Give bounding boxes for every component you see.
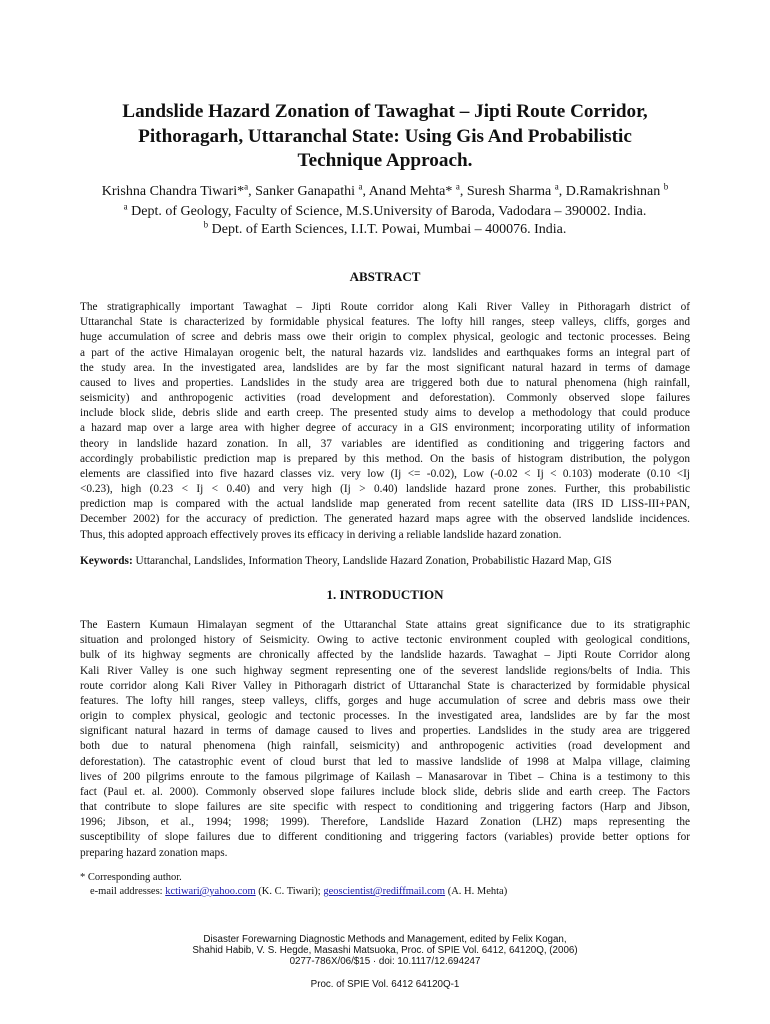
intro-line: deforestation). The catastrophic event of cloud burst that led to massive landslide of 1998 at Malpa village, claiming	[80, 755, 690, 768]
intro-line: bulk of its highway segments are chronically affected by the landslide hazards. Tawaghat – Jipti Route Corridor along	[80, 649, 690, 662]
affiliation-a	[40, 203, 730, 221]
intro-line: situation and prolonged history of Seismicity. Owing to active tectonic environment coupled with geological conditions,	[80, 634, 690, 647]
page-number: Proc. of SPIE Vol. 6412 64120Q-1	[310, 979, 460, 990]
intro-line: preparing hazard zonation maps.	[80, 846, 228, 859]
abstract-line: a hazard map over a large area with higher degree of accuracy in a GIS environment; incorporating utility of information	[80, 422, 690, 435]
keywords-label: Keywords:	[80, 555, 133, 567]
abstract-line: huge accumulation of scree and debris mass owe their origin to complex physical, geologic and tectonic processes. Being	[80, 331, 690, 344]
abstract-line: December 2002) for the accuracy of prediction. The generated hazard maps agree with the observed landslide incidences.	[80, 513, 690, 526]
introduction-body	[80, 618, 690, 861]
affil-mark: a	[123, 201, 128, 212]
publication-line: 0277-786X/06/$15 · doi: 10.1117/12.694247	[289, 956, 481, 967]
author-name: , D.Ramakrishnan	[558, 184, 664, 199]
author-name: , Anand Mehta*	[362, 184, 456, 199]
intro-line: 1996; Jibson, et al., 1994; 1998; 1999). Therefore, Landslide Hazard Zonation (LHZ) maps representing the	[80, 816, 690, 829]
abstract-line: accordingly probabilistic prediction map is prepared by this method. On the basis of histogram distribution, the polygon	[80, 452, 690, 465]
author-name: Krishna Chandra Tiwari*	[101, 184, 245, 199]
abstract-line: <0.23), high (0.23 < Ij < 0.40) and very high (Ij > 0.40) landslide hazard prone zones. Further, this probabilistic	[80, 483, 690, 496]
paper-title	[60, 100, 710, 174]
title-line: Landslide Hazard Zonation of Tawaghat – Jipti Route Corridor,	[122, 101, 648, 122]
intro-line: route corridor along Kali River Valley in Pithoragarh district of Uttaranchal State is characterized by formidable physical	[80, 679, 690, 692]
intro-line: The Eastern Kumaun Himalayan segment of the Uttaranchal State attains great significance due to its stratigraphic	[80, 619, 690, 631]
author-list	[40, 182, 730, 202]
intro-line: origin to complex physical, geologic and tectonic processes. In the investigated area, landslides are by far the most	[80, 710, 690, 723]
abstract-line: a part of the active Himalayan orogenic belt, the natural hazards viz. landslides and earthquakes forms an integral part of	[80, 346, 690, 359]
publication-line: Disaster Forewarning Diagnostic Methods and Management, edited by Felix Kogan,	[203, 934, 567, 945]
intro-line: Kali River Valley is one such highway segment representing one of the severest landslide regions/belts of India. This	[80, 664, 690, 677]
abstract-line: Thus, this adopted approach effectively proves its efficacy in deriving a reliable landslide hazard zonation.	[80, 528, 562, 541]
intro-line: that contribute to slope failures are site specific with respect to conditioning and triggering factors (Harp and Jibson,	[80, 801, 690, 814]
intro-line: both due to natural phenomena (high rainfall, seismicity) and anthropogenic activities (road development and	[80, 740, 690, 753]
title-line: Pithoragarh, Uttaranchal State: Using Gis And Probabilistic	[138, 125, 632, 147]
intro-line: features. The lofty hill ranges, steep valleys, cliffs, gorges and huge accumulation of scree and debris mass owe their	[80, 694, 690, 707]
author-name: , Sanker Ganapathi	[248, 184, 359, 199]
intro-line: fact (Paul et. al. 2000). Commonly observed slope failures include block slide, debris slide and earth creep. The Factors	[80, 785, 690, 798]
section-heading-introduction: 1. INTRODUCTION	[326, 587, 444, 602]
email-owner: (A. H. Mehta)	[445, 886, 508, 897]
intro-line: lives of 200 pilgrims enroute to the famous pilgrimage of Kailash – Manasarovar in Tibet – China is a testimony to this	[80, 770, 690, 783]
email-label: e-mail addresses:	[90, 886, 166, 897]
intro-line: susceptibility of slope failures due to different conditioning and triggering factors (variables) provide better options for	[80, 831, 690, 844]
affil-mark: b	[203, 219, 209, 230]
abstract-line: include block slide, debris slide and earth creep. The presented study aims to develop a methodology that could produce	[80, 407, 690, 420]
publication-info	[0, 934, 770, 967]
affiliation-b	[40, 221, 730, 239]
author-affil-mark: a	[554, 181, 559, 192]
abstract-line: caused to lives and properties. Landslides in the study area are triggered both due to natural phenomena (high rainfall,	[80, 376, 690, 389]
author-name: , Suresh Sharma	[459, 184, 555, 199]
author-affil-mark: a	[358, 181, 363, 192]
affil-text: Dept. of Earth Sciences, I.I.T. Powai, Mumbai – 400076. India.	[208, 222, 567, 237]
abstract-line: prediction map is compared with the actual landslide map generated from recent satellite data (IRS ID LISS-III+PAN,	[80, 498, 690, 511]
abstract-body	[80, 300, 690, 543]
abstract-line: theory in landslide hazard zonation. In all, 37 variables are identified as conditioning and triggering factors and	[80, 437, 690, 450]
publication-line: Shahid Habib, V. S. Hegde, Masashi Matsuoka, Proc. of SPIE Vol. 6412, 64120Q, (2006)	[192, 945, 578, 956]
abstract-line: the study area. In the investigated area, landslides are by far the most significant natural hazard in terms of damage	[80, 361, 690, 374]
footnote-corresponding: * Corresponding author.	[80, 872, 182, 883]
abstract-line: The stratigraphically important Tawaghat – Jipti Route corridor along Kali River Valley in Pithoragarh district of	[80, 301, 690, 313]
email-link-mehta[interactable]: geoscientist@rediffmail.com	[323, 886, 446, 897]
abstract-heading: ABSTRACT	[349, 269, 421, 284]
title-line: Technique Approach.	[297, 150, 473, 171]
author-affil-mark: b	[663, 181, 669, 192]
keywords-text: Uttaranchal, Landslides, Information Theory, Landslide Hazard Zonation, Probabilistic Hazard Map, GIS	[132, 555, 612, 567]
author-affil-mark: a	[455, 181, 460, 192]
intro-line: significant natural hazard in terms of damage caused to lives and properties. Landslides in the study area are triggered	[80, 725, 690, 738]
abstract-line: Uttaranchal State is characterized by formidable physical features. The lofty hill ranges, steep valleys, cliffs, gorges and	[80, 316, 690, 329]
email-owner: (K. C. Tiwari);	[255, 886, 324, 897]
footnote-emails	[90, 885, 507, 899]
email-link-tiwari[interactable]: kctiwari@yahoo.com	[165, 886, 256, 897]
abstract-line: elements are classified into five hazard classes viz. very low (Ij <= -0.02), Low (-0.02 < Ij < 0.103) moderate (0.10 <Ij	[80, 467, 690, 480]
author-affil-mark: a	[244, 181, 249, 192]
keywords	[80, 555, 690, 567]
abstract-line: seismicity) and anthropogenic activities (road development and deforestation). Commonly observed slope failures	[80, 392, 690, 405]
affil-text: Dept. of Geology, Faculty of Science, M.S.University of Baroda, Vadodara – 390002. India.	[127, 204, 647, 219]
